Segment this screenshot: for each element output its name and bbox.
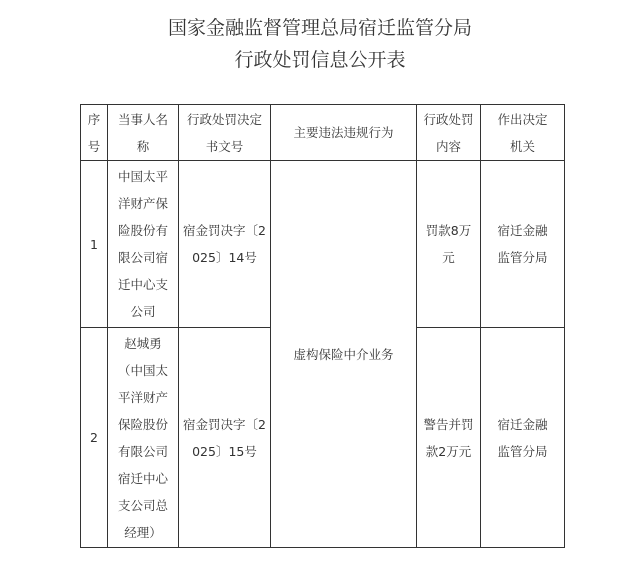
table-row — [81, 161, 565, 328]
header-seq: 序号 — [81, 105, 108, 161]
row-2-doc-no: 宿金罚决字〔2025〕15号 — [179, 328, 271, 548]
row-1-party: 中国太平洋财产保险股份有限公司宿迁中心支公司 — [108, 161, 179, 328]
header-party: 当事人名称 — [108, 105, 179, 161]
document-subtitle: 行政处罚信息公开表 — [234, 49, 406, 71]
row-2-content: 警告并罚款2万元 — [417, 328, 481, 548]
table-header-row — [81, 105, 565, 161]
header-doc-no: 行政处罚决定书文号 — [179, 105, 271, 161]
row-1-content: 罚款8万元 — [417, 161, 481, 328]
row-2-organ: 宿迁金融监管分局 — [481, 328, 565, 548]
header-organ: 作出决定机关 — [481, 105, 565, 161]
shared-violation: 虚构保险中介业务 — [271, 161, 417, 548]
row-2-seq: 2 — [81, 328, 108, 548]
row-2-party: 赵城勇（中国太平洋财产保险股份有限公司宿迁中心支公司总经理） — [108, 328, 179, 548]
row-1-doc-no: 宿金罚决字〔2025〕14号 — [179, 161, 271, 328]
header-content: 行政处罚内容 — [417, 105, 481, 161]
document-title: 国家金融监督管理总局宿迁监管分局 — [167, 17, 472, 39]
header-violation: 主要违法违规行为 — [271, 105, 417, 161]
row-1-organ: 宿迁金融监管分局 — [481, 161, 565, 328]
row-1-seq: 1 — [81, 161, 108, 328]
penalty-info-table — [80, 104, 565, 548]
